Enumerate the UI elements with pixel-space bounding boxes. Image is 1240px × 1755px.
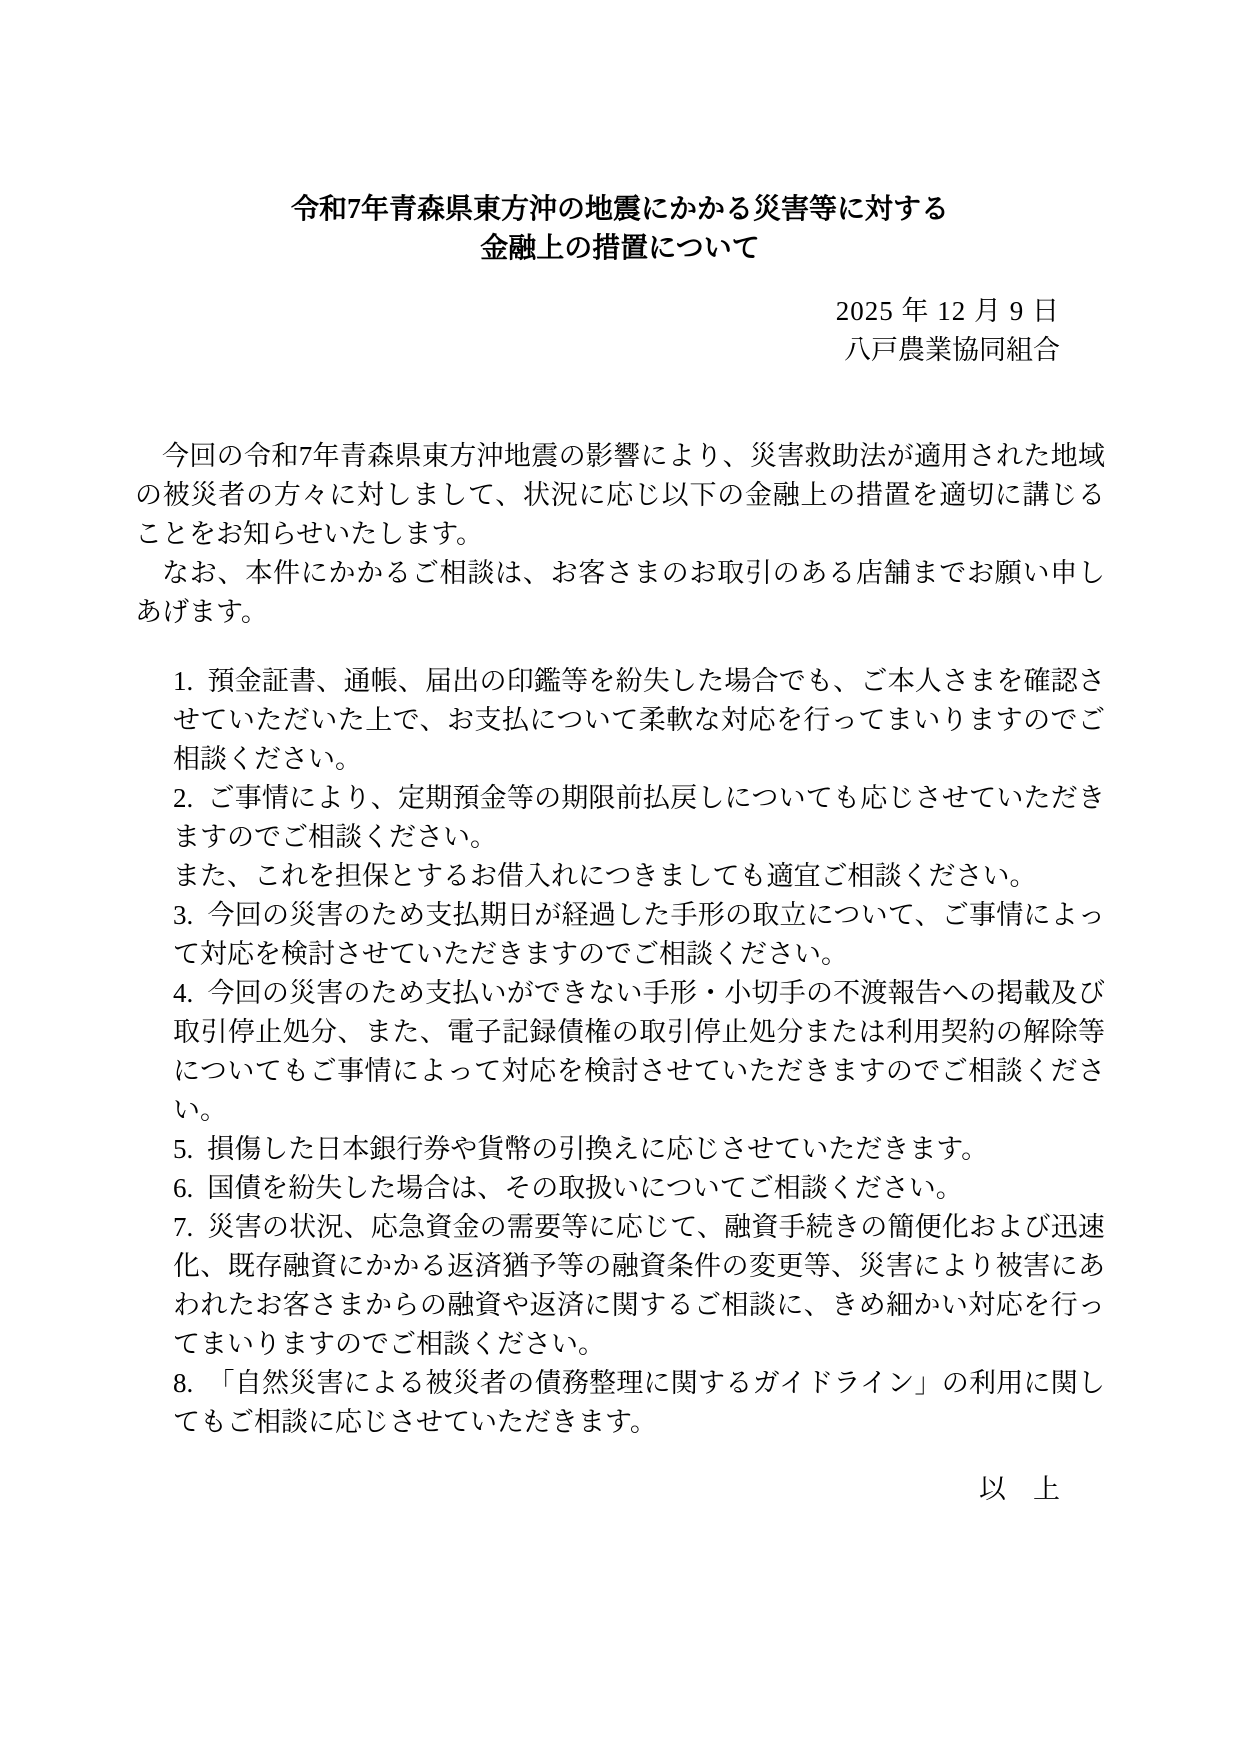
title-line-1: 令和7年青森県東方沖の地震にかかる災害等に対する [290,194,949,225]
measure-item [173,1208,1105,1364]
measure-item-text: 2. ご事情により、定期預金等の期限前払戻しについても応じさせていただきますのでご相談ください。 [173,783,1105,852]
intro-paragraph: なお、本件にかかるご相談は、お客さまのお取引のある店舗までお願い申しあげます。 [135,558,1105,627]
document-title [135,190,1105,268]
measure-item [173,1169,1105,1208]
measures-list [135,662,1105,1442]
measure-item-text: 8. 「自然災害による被災者の債務整理に関するガイドライン」の利用に関してもご相談に応じさせていただきます。 [173,1368,1105,1437]
closing-mark: 以 上 [979,1474,1060,1504]
intro-paragraph: 今回の令和7年青森県東方沖地震の影響により、災害救助法が適用された地域の被災者の方々に対しまして、状況に応じ以下の金融上の措置を適切に講じることをお知らせいたします。 [135,441,1105,549]
intro-paragraphs [135,437,1105,632]
organization-name: 八戸農業協同組合 [844,335,1060,365]
measure-item-text: 4. 今回の災害のため支払いができない手形・小切手の不渡報告への掲載及び取引停止処分、また、電子記録債権の取引停止処分または利用契約の解除等についてもご事情によって対応を検討させていただきますのでご相談ください。 [173,978,1105,1125]
date-org-block [135,292,1105,370]
measure-item-text: 1. 預金証書、通帳、届出の印鑑等を紛失した場合でも、ご本人さまを確認させていただいた上で、お支払について柔軟な対応を行ってまいりますのでご相談ください。 [173,666,1105,774]
measure-item-number: 7. [173,1212,194,1242]
measure-item-text: 3. 今回の災害のため支払期日が経過した手形の取立について、ご事情によって対応を検討させていただきますのでご相談ください。 [173,900,1105,969]
measure-item-number: 6. [173,1173,194,1203]
measure-item-text: 5. 損傷した日本銀行券や貨幣の引換えに応じさせていただきます。 [173,1134,989,1164]
measure-item-number: 5. [173,1134,194,1164]
measure-item-text: 7. 災害の状況、応急資金の需要等に応じて、融資手続きの簡便化および迅速化、既存融資にかかる返済猶予等の融資条件の変更等、災害により被害にあわれたお客さまからの融資や返済に関するご相談に、きめ細かい対応を行ってまいりますのでご相談ください。 [173,1212,1105,1359]
measure-item-subtext: また、これを担保とするお借入れにつきましても適宜ご相談ください。 [173,861,1037,891]
measure-item [173,974,1105,1130]
measure-item-number: 2. [173,783,194,813]
measure-item [173,779,1105,896]
measure-item-number: 3. [173,900,194,930]
measure-item-number: 8. [173,1368,194,1398]
measure-item [173,1364,1105,1442]
document-date: 2025 年 12 月 9 日 [835,296,1060,326]
measure-item [173,1130,1105,1169]
measure-item-number: 1. [173,666,194,696]
measure-item-text: 6. 国債を紛失した場合は、その取扱いについてご相談ください。 [173,1173,963,1203]
measure-item [173,896,1105,974]
measure-item [173,662,1105,779]
title-line-2: 金融上の措置について [480,233,760,264]
measure-item-number: 4. [173,978,194,1008]
